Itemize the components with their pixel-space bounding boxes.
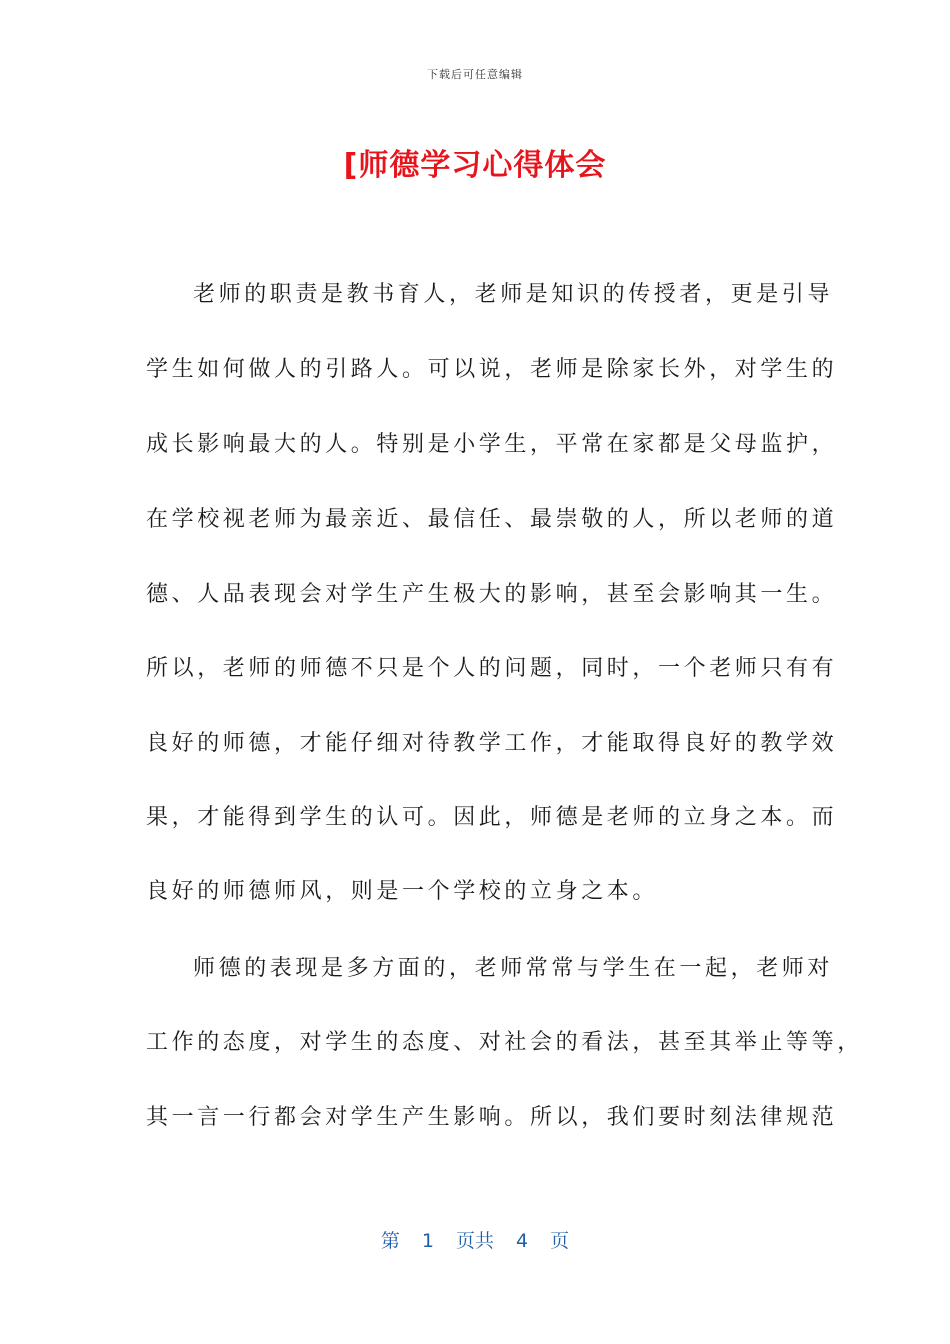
body-line: 工作的态度，对学生的态度、对社会的看法，甚至其举止等等，	[146, 1030, 863, 1055]
header-note: 下载后可任意编辑	[427, 68, 523, 81]
body-line: 德、人品表现会对学生产生极大的影响，甚至会影响其一生。	[146, 582, 838, 607]
page-number-footer	[0, 1226, 950, 1253]
current-page-number: 1	[421, 1230, 434, 1252]
body-line: 其一言一行都会对学生产生影响。所以，我们要时刻法律规范	[146, 1105, 838, 1130]
body-line: 所以，老师的师德不只是个人的问题，同时，一个老师只有有	[146, 656, 838, 681]
footer-prefix: 第	[380, 1230, 400, 1252]
body-line: 成长影响最大的人。特别是小学生，平常在家都是父母监护，	[146, 432, 838, 457]
body-line: 果，才能得到学生的认可。因此，师德是老师的立身之本。而	[146, 805, 838, 830]
body-line: 良好的师德师风，则是一个学校的立身之本。	[146, 879, 659, 904]
body-line: 师德的表现是多方面的，老师常常与学生在一起，老师对	[193, 956, 834, 981]
total-pages-number: 4	[516, 1230, 529, 1252]
footer-suffix: 页	[550, 1230, 570, 1252]
body-line: 学生如何做人的引路人。可以说，老师是除家长外，对学生的	[146, 357, 838, 382]
footer-mid: 页共	[455, 1230, 494, 1252]
body-line: 良好的师德，才能仔细对待教学工作，才能取得良好的教学效	[146, 731, 838, 756]
body-line: 在学校视老师为最亲近、最信任、最崇敬的人，所以老师的道	[146, 507, 838, 532]
body-line: 老师的职责是教书育人，老师是知识的传授者，更是引导	[193, 282, 834, 307]
document-title: [师德学习心得体会	[343, 148, 607, 183]
